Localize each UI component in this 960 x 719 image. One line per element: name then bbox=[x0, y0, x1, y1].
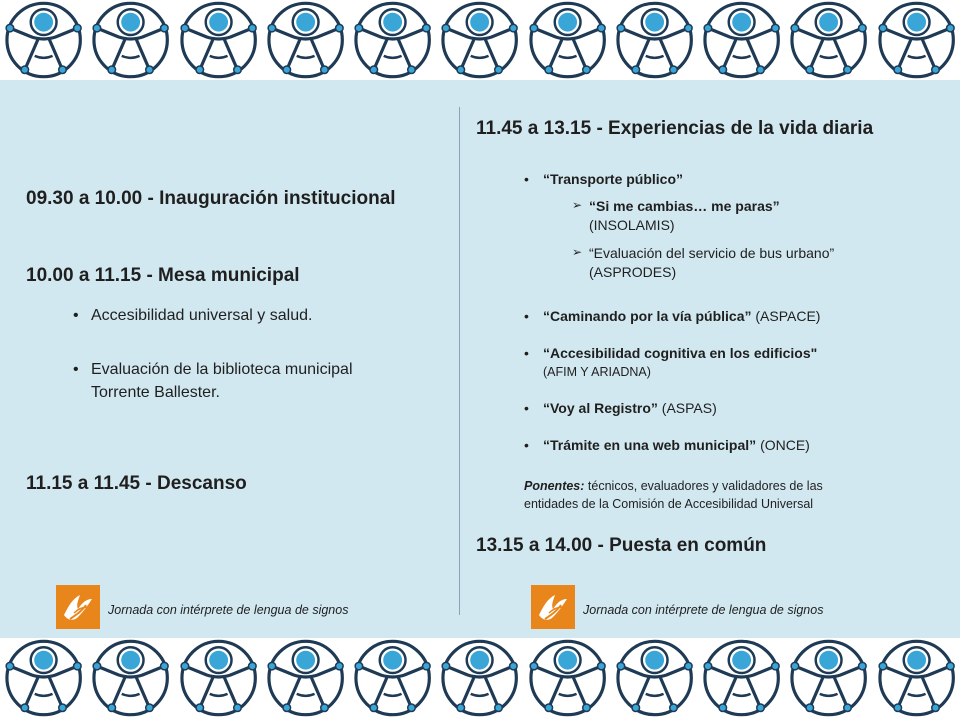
universal-accessibility-icon bbox=[611, 638, 698, 718]
sublist-item-org: (INSOLAMIS) bbox=[589, 217, 675, 233]
program-panel bbox=[0, 80, 960, 638]
universal-accessibility-icon bbox=[436, 0, 523, 80]
sublist-item-title: “Si me cambias… me paras” bbox=[589, 198, 780, 214]
list-item-org: (ASPAS) bbox=[661, 400, 717, 416]
list-item: Accesibilidad universal y salud. bbox=[91, 307, 313, 324]
universal-accessibility-icon bbox=[87, 0, 174, 80]
list-item bbox=[543, 308, 820, 324]
column-divider bbox=[459, 107, 460, 615]
sign-language-icon bbox=[56, 585, 100, 629]
universal-accessibility-icon bbox=[436, 638, 523, 718]
top-decor-band bbox=[0, 0, 960, 80]
universal-accessibility-icon bbox=[524, 0, 611, 80]
list-item: Evaluación de la biblioteca municipal bbox=[91, 361, 353, 378]
bullet: • bbox=[524, 400, 529, 416]
session-inauguracion-heading: 09.30 a 10.00 - Inauguración institucional bbox=[26, 188, 396, 209]
list-item-title: “Caminando por la vía pública” bbox=[543, 308, 752, 324]
session-mesa-heading: 10.00 a 11.15 - Mesa municipal bbox=[26, 265, 300, 286]
universal-accessibility-icon bbox=[785, 638, 872, 718]
list-item-org: (ASPACE) bbox=[755, 308, 821, 324]
universal-accessibility-icon bbox=[349, 638, 436, 718]
sign-language-icon bbox=[531, 585, 575, 629]
session-experiencias-heading: 11.45 a 13.15 - Experiencias de la vida diaria bbox=[476, 118, 874, 139]
universal-accessibility-icon bbox=[611, 0, 698, 80]
universal-accessibility-icon bbox=[349, 0, 436, 80]
universal-accessibility-icon bbox=[262, 0, 349, 80]
list-item bbox=[543, 437, 810, 453]
list-item bbox=[543, 400, 717, 416]
sign-language-note: Jornada con intérprete de lengua de signos bbox=[108, 603, 349, 617]
ponentes-label: Ponentes: bbox=[524, 479, 585, 493]
arrow-bullet-icon: ➢ bbox=[572, 198, 583, 212]
universal-accessibility-icon bbox=[873, 0, 960, 80]
universal-accessibility-icon bbox=[698, 638, 785, 718]
list-item-continuation: Torrente Ballester. bbox=[91, 384, 220, 401]
universal-accessibility-icon bbox=[524, 638, 611, 718]
sublist-item-org: (ASPRODES) bbox=[589, 264, 677, 280]
universal-accessibility-icon bbox=[175, 638, 262, 718]
sign-language-logo bbox=[56, 585, 100, 629]
universal-accessibility-icon bbox=[698, 0, 785, 80]
list-item-title: “Accesibilidad cognitiva en los edificios" bbox=[543, 345, 818, 361]
arrow-bullet-icon: ➢ bbox=[572, 245, 583, 259]
sign-language-logo bbox=[531, 585, 575, 629]
universal-accessibility-icon bbox=[87, 638, 174, 718]
universal-accessibility-icon bbox=[0, 0, 87, 80]
ponentes-text: técnicos, evaluadores y validadores de las bbox=[584, 479, 823, 493]
bullet: • bbox=[524, 437, 529, 453]
sign-language-note: Jornada con intérprete de lengua de signos bbox=[583, 603, 824, 617]
bullet: • bbox=[73, 361, 79, 378]
list-item-title: “Voy al Registro” bbox=[543, 400, 658, 416]
session-descanso-heading: 11.15 a 11.45 - Descanso bbox=[26, 473, 247, 494]
list-item-title: “Trámite en una web municipal” bbox=[543, 437, 757, 453]
bottom-decor-band bbox=[0, 638, 960, 718]
universal-accessibility-icon bbox=[262, 638, 349, 718]
session-puesta-heading: 13.15 a 14.00 - Puesta en común bbox=[476, 535, 767, 556]
bullet: • bbox=[73, 307, 79, 324]
universal-accessibility-icon bbox=[873, 638, 960, 718]
universal-accessibility-icon bbox=[785, 0, 872, 80]
list-item-org: (AFIM Y ARIADNA) bbox=[543, 365, 651, 379]
list-item-transport: “Transporte público” bbox=[543, 171, 684, 187]
bullet: • bbox=[524, 308, 529, 324]
bullet: • bbox=[524, 345, 529, 361]
bullet: • bbox=[524, 171, 529, 187]
universal-accessibility-icon bbox=[175, 0, 262, 80]
universal-accessibility-icon bbox=[0, 638, 87, 718]
ponentes-line bbox=[524, 479, 823, 493]
sublist-item-title: “Evaluación del servicio de bus urbano” bbox=[589, 245, 835, 261]
list-item-org: (ONCE) bbox=[760, 437, 810, 453]
ponentes-line-2: entidades de la Comisión de Accesibilidad Universal bbox=[524, 497, 814, 511]
